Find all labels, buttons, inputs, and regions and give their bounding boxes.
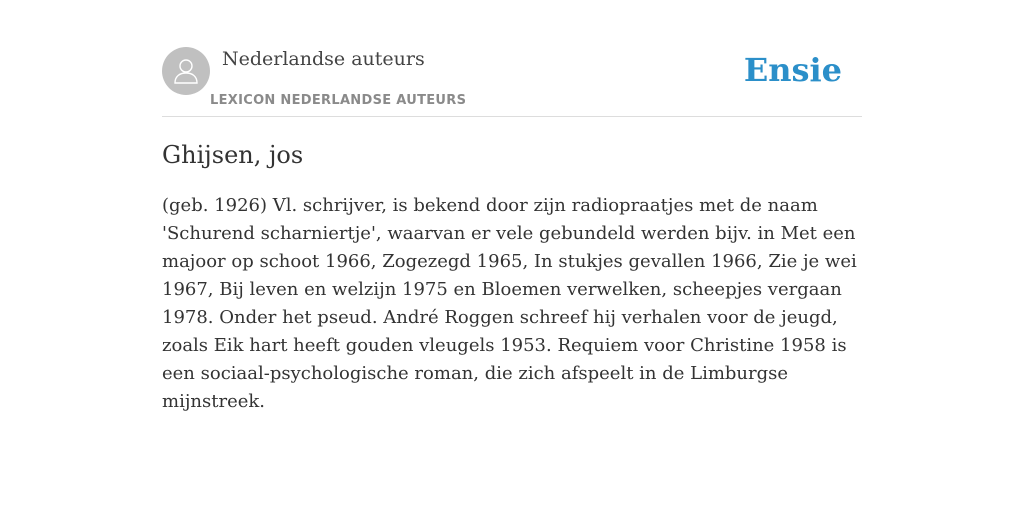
- entry-body: (geb. 1926) Vl. schrijver, is bekend door zijn radiopraatjes met de naam 'Schurend scharniertje', waarvan er vele gebundeld werden bijv. in Met een majoor op schoot 1966, Zogezegd 1965, In stukjes gevallen 1966, Zie je wei 1967, Bij leven en welzijn 1975 en Bloemen verwelken, scheepjes vergaan 1978. Onder het pseud. André Roggen schreef hij verhalen voor de jeugd, zoals Eik hart heeft gouden vleugels 1953. Requiem voor Christine 1958 is een sociaal-psychologische roman, die zich afspeelt in de Limburgse mijnstreek.: [162, 195, 857, 412]
- author-name[interactable]: Nederlandse auteurs: [222, 48, 425, 70]
- lexicon-subtitle[interactable]: LEXICON NEDERLANDSE AUTEURS: [210, 93, 467, 108]
- entry-title: Ghijsen, jos: [162, 141, 304, 169]
- user-icon: [171, 56, 201, 86]
- page-container: [162, 0, 862, 412]
- author-avatar[interactable]: [162, 47, 210, 95]
- page-header: [162, 0, 862, 117]
- ensie-logo[interactable]: Ensie: [743, 51, 842, 89]
